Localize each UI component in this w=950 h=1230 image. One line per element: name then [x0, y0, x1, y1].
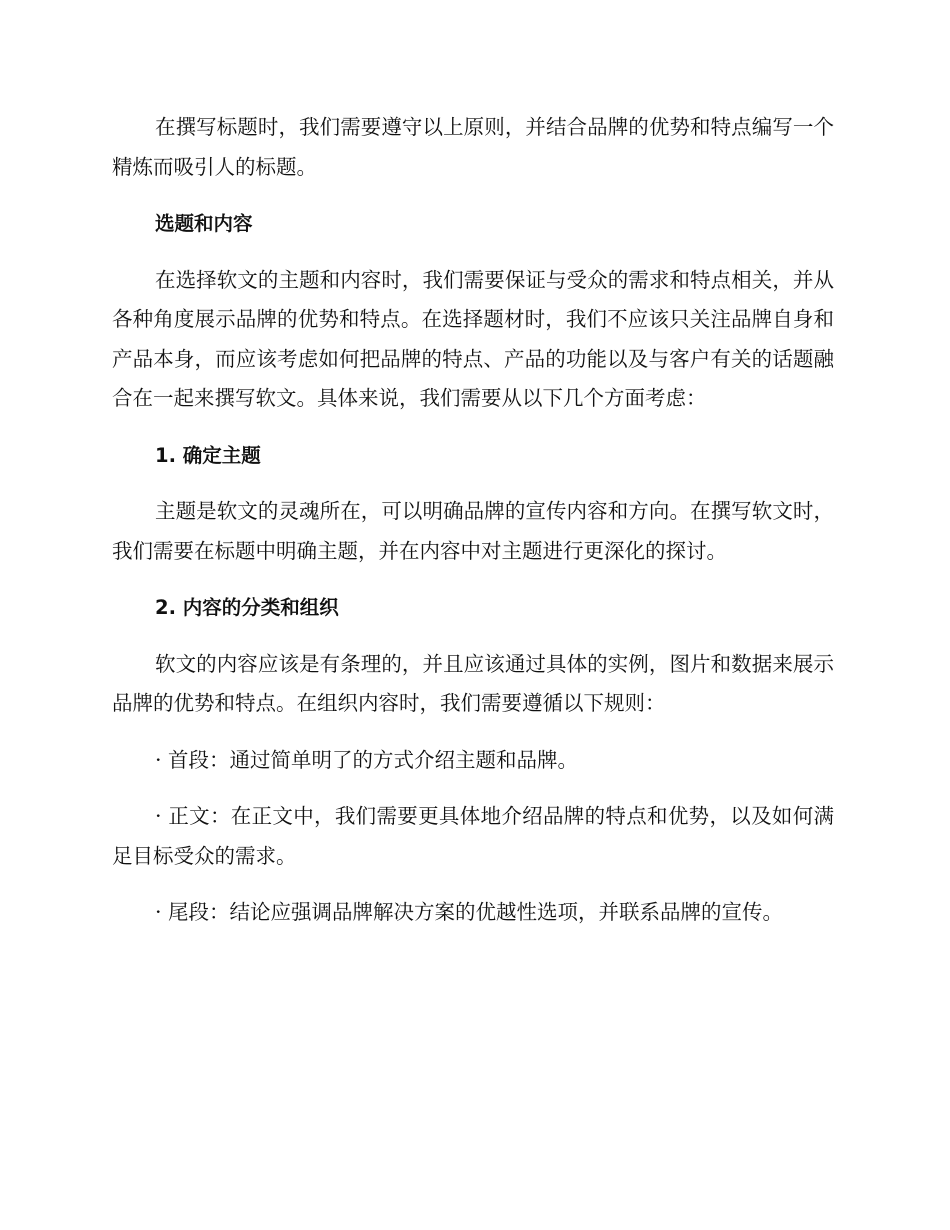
heading-content-organization: 2. 内容的分类和组织: [155, 596, 339, 619]
bullet-last-paragraph: · 尾段：结论应强调品牌解决方案的优越性选项，并联系品牌的宣传。: [155, 900, 784, 924]
paragraph-title-writing: 在撰写标题时，我们需要遵守以上原则，并结合品牌的优势和特点编写一个精炼而吸引人的标题。: [112, 115, 834, 179]
bullet-main-body: · 正文：在正文中，我们需要更具体地介绍品牌的特点和优势，以及如何满足目标受众的需求。: [112, 804, 834, 868]
document-body: [112, 108, 834, 933]
paragraph-theme: 主题是软文的灵魂所在，可以明确品牌的宣传内容和方向。在撰写软文时，我们需要在标题中明确主题，并在内容中对主题进行更深化的探讨。: [112, 499, 834, 563]
paragraph-topic-selection: 在选择软文的主题和内容时，我们需要保证与受众的需求和特点相关，并从各种角度展示品牌的优势和特点。在选择题材时，我们不应该只关注品牌自身和产品本身，而应该考虑如何把品牌的特点、产品的功能以及与客户有关的话题融合在一起来撰写软文。具体来说，我们需要从以下几个方面考虑：: [112, 267, 834, 410]
heading-topic-and-content: 选题和内容: [155, 212, 253, 235]
paragraph-content-organization: 软文的内容应该是有条理的，并且应该通过具体的实例，图片和数据来展示品牌的优势和特点。在组织内容时，我们需要遵循以下规则：: [112, 651, 834, 715]
bullet-first-paragraph: · 首段：通过简单明了的方式介绍主题和品牌。: [155, 747, 579, 772]
heading-define-theme: 1. 确定主题: [155, 443, 261, 467]
